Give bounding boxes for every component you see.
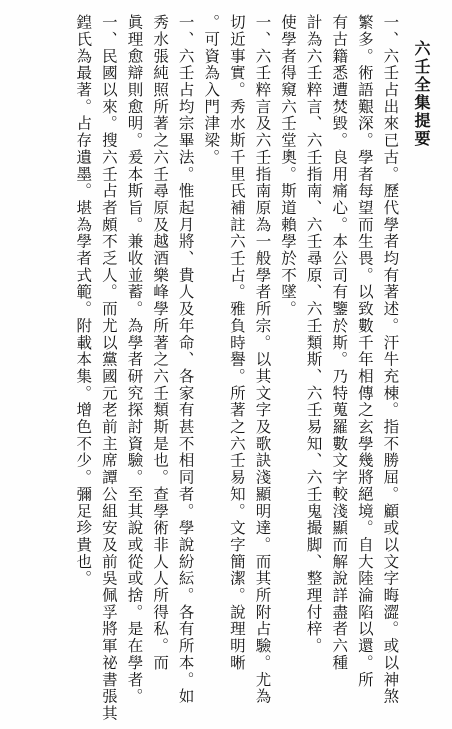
paragraph-4-line-1: 一、民國以來。搜六壬占者頗不乏人。而尤以黨國元老前主席譚公組安及前吳佩孚將軍祕書張其 (99, 14, 118, 722)
paragraph-1-line-5: 使學者得窺六壬堂奧。斯道賴學於不墜。 (279, 14, 298, 318)
paragraph-2-line-1: 一、六壬粹言及六壬指南原為一般學者所宗。以其文字及歌訣淺顯明達。而其所附占驗。尤為 (253, 14, 272, 705)
paragraph-2-line-3: 。可資為入門津梁。 (202, 14, 221, 166)
paragraph-3-line-1: 一、六壬占均宗畢法。惟起月將、貴人及年命、各家有甚不相同者。學說紛紜。各有所本。如 (176, 14, 195, 705)
paragraph-1-line-3: 有古籍悉遭焚毀。良用痛心。本公司有鑒於斯。乃特蒐羅數文字較淺顯而解說詳盡者六種 (330, 14, 349, 672)
paragraph-1-line-4: 計為六壬粹言、六壬指南、六壬尋原、六壬類斯、六壬易知、六壬鬼撮脚、整理付梓。 (304, 14, 323, 655)
vertical-text-block (70, 14, 434, 722)
paragraph-1-line-2: 繁多。術語艱深。學者每望而生畏。以致數千年相傳之玄學幾將絕境。自大陸淪陷以還。所 (355, 14, 374, 688)
paragraph-3-line-3: 眞理愈辯則愈明。爰本斯旨。兼收並蓄。為學者研究探討資驗。至其說或從或捨。是在學者。 (125, 14, 144, 705)
paragraph-2-line-2: 切近事實。秀水斯千里氏補註六壬占。雅負時譽。所著之六壬易知。文字簡潔。說理明晰 (227, 14, 246, 672)
paragraph-1-line-1: 一、六壬占出來已古。歷代學者均有著述。汗牛充棟。指不勝屈。顧或以文字晦澀。或以神煞 (381, 14, 400, 705)
paragraph-3-line-2: 秀水張純照所著之六壬尋原及越酒樂峰學所著之六壬類斯是也。查學術非人人所得私。而 (151, 14, 170, 672)
section-heading: 六壬全集提要 (412, 40, 431, 148)
paragraph-4-line-2: 鍠氏為最著。占存遺墨。堪為學者式範。附載本集。增色不少。彌足珍貴也。 (74, 14, 93, 587)
